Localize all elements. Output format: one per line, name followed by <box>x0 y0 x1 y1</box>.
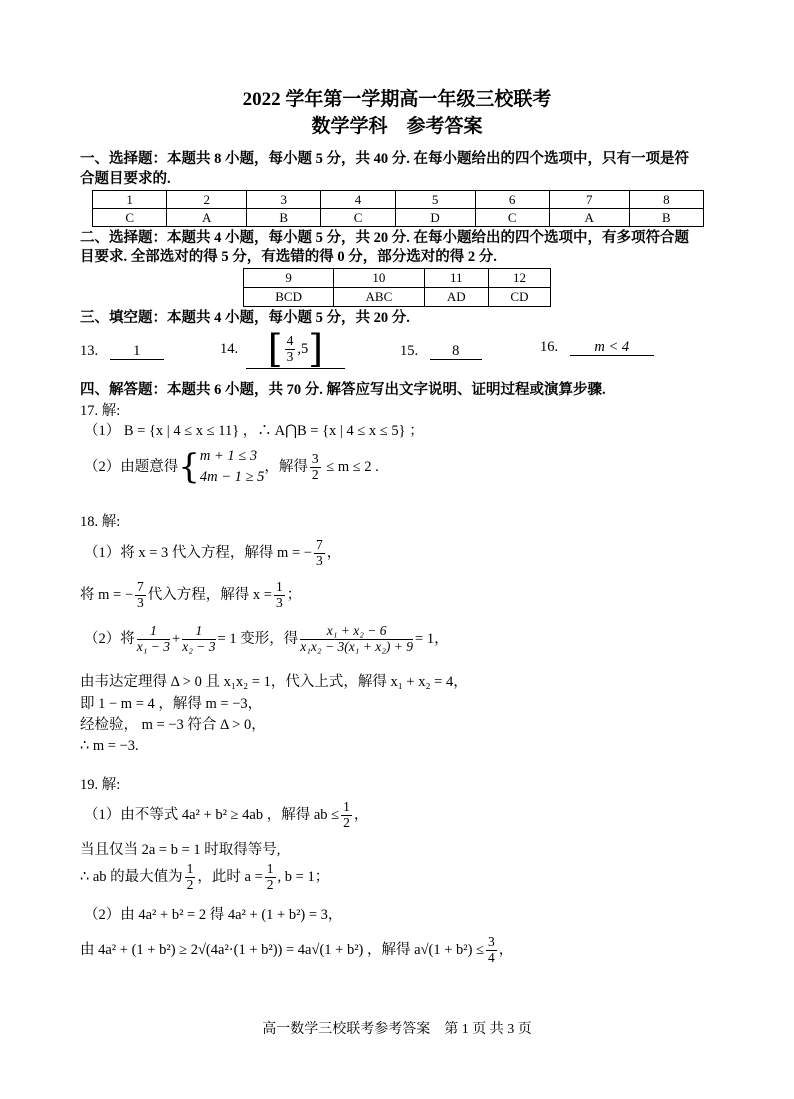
table-cell: CD <box>488 288 550 307</box>
table-cell: 3 <box>247 191 321 209</box>
section1-heading-line1: 一、选择题：本题共 8 小题，每小题 5 分，共 40 分. 在每小题给出的四个选项中，只有一项是符 <box>80 151 689 167</box>
table-cell: 10 <box>334 269 424 288</box>
section2-heading-line1: 二、选择题：本题共 4 小题，每小题 5 分，共 20 分. 在每小题给出的四个选项中，有多项符合题 <box>80 230 689 246</box>
section4-heading: 四、解答题：本题共 6 小题，共 70 分. 解答应写出文字说明、证明过程或演算步骤. <box>80 382 606 398</box>
q19-line5: 由 4a² + (1 + b²) ≥ 2√(4a²·(1 + b²)) = 4a√(1 + b²) ，解得 a√(1 + b²) ≤ $\frac{3}{4}$ ， <box>80 934 514 965</box>
q14-label: 14. <box>220 340 239 357</box>
table-cell: 12 <box>488 269 550 288</box>
q14-answer: [ $\frac{4}{3}$ ,5] <box>246 330 345 369</box>
section1-heading-line2: 合题目要求的. <box>80 171 171 187</box>
q18-line3: （2）将 $\frac{1}{\text{x₁ − 3}}$ + $\frac{1}{\text{x₂ − 3}}$ = 1 变形，得 $\frac{\text{x₁ + x₂ − 6}}{\text{x₁x₂ − 3(x₁ + x₂) + 9}}$ = 1， <box>84 623 449 654</box>
table-cell: A <box>167 209 247 227</box>
table-cell: D <box>395 209 475 227</box>
q15-fill <box>400 344 482 360</box>
q19-line3: ∴ ab 的最大值为 $\frac{1}{2}$ ，此时 a = $\frac{1}{2}$ , b = 1； <box>80 861 330 892</box>
table-cell: 8 <box>629 191 703 209</box>
table-cell: B <box>629 209 703 227</box>
q18-line1: （1）将 x = 3 代入方程，解得 m = − $\frac{7}{3}$ ， <box>84 537 342 568</box>
section2-answer-table <box>243 268 551 307</box>
q15-answer: 8 <box>430 344 482 360</box>
q16-label: 16. <box>540 339 559 355</box>
table-row <box>244 288 551 307</box>
q16-fill <box>540 340 654 356</box>
page-footer: 高一数学三校联考参考答案 第 1 页 共 3 页 <box>262 1022 532 1037</box>
q17-part1: （1） B = {x | 4 ≤ x ≤ 11} ，∴ A⋂B = {x | 4 ≤ x ≤ 5} ； <box>84 423 424 439</box>
right-bracket-icon: ] <box>308 327 324 371</box>
q18-line5: 即 1 − m = 4 ，解得 m = −3， <box>80 696 263 712</box>
table-cell: C <box>475 209 549 227</box>
table-cell: 4 <box>321 191 395 209</box>
table-row <box>93 191 704 209</box>
q13-fill <box>80 344 164 360</box>
table-cell: 7 <box>549 191 629 209</box>
q18-line2: 将 m = − $\frac{7}{3}$ 代入方程，解得 x = $\frac{1}{3}$ ； <box>80 579 302 610</box>
table-cell: 9 <box>244 269 334 288</box>
q14-fraction: $\frac{4}{3}$ <box>286 332 294 364</box>
q16-answer: m < 4 <box>570 340 654 356</box>
q13-answer: 1 <box>110 344 164 360</box>
q13-label: 13. <box>80 343 99 359</box>
q19-line4: （2）由 4a² + b² = 2 得 4a² + (1 + b²) = 3， <box>84 907 343 923</box>
page-subtitle: 数学学科 参考答案 <box>311 116 483 137</box>
table-cell: 2 <box>167 191 247 209</box>
q18-line4: 由韦达定理得 Δ > 0 且 x₁x₂ = 1，代入上式，解得 x₁ + x₂ = 4， <box>80 674 468 690</box>
table-cell: B <box>247 209 321 227</box>
q17-label: 17. 解: <box>80 403 121 419</box>
section3-heading: 三、填空题：本题共 4 小题，每小题 5 分，共 20 分. <box>80 310 410 326</box>
q17-fraction: $\frac{3}{2}$ <box>311 450 319 482</box>
q17-part2: （2）由题意得{ m + 1 ≤ 3 4m − 1 ≥ 5 ，解得 $\frac{3}{2}$ ≤ m ≤ 2 . <box>84 447 379 488</box>
table-cell: 1 <box>93 191 167 209</box>
table-cell: C <box>93 209 167 227</box>
q18-line7: ∴ m = −3. <box>80 738 139 754</box>
q17-inequality-system: m + 1 ≤ 3 4m − 1 ≥ 5 <box>199 448 265 486</box>
q19-line1: （1）由不等式 4a² + b² ≥ 4ab ，解得 ab ≤ $\frac{1}{2}$ ， <box>84 799 369 830</box>
table-cell: 5 <box>395 191 475 209</box>
q19-line2: 当且仅当 2a = b = 1 时取得等号, <box>80 842 281 858</box>
q18-line6: 经检验， m = −3 符合 Δ > 0， <box>80 717 266 733</box>
table-cell: 6 <box>475 191 549 209</box>
table-row <box>93 209 704 227</box>
section2-heading-line2: 目要求. 全部选对的得 5 分，有选错的得 0 分，部分选对的得 2 分. <box>80 249 497 265</box>
left-brace-icon: { <box>178 447 200 488</box>
table-cell: 11 <box>424 269 488 288</box>
table-cell: BCD <box>244 288 334 307</box>
table-cell: A <box>549 209 629 227</box>
table-cell: AD <box>424 288 488 307</box>
left-bracket-icon: [ <box>267 327 283 371</box>
q18-label: 18. 解: <box>80 514 121 530</box>
section1-answer-table <box>92 190 704 227</box>
table-cell: C <box>321 209 395 227</box>
page-title: 2022 学年第一学期高一年级三校联考 <box>242 89 552 110</box>
q14-fill <box>220 327 345 371</box>
q19-label: 19. 解: <box>80 777 121 793</box>
table-row <box>244 269 551 288</box>
q15-label: 15. <box>400 343 419 359</box>
table-cell: ABC <box>334 288 424 307</box>
